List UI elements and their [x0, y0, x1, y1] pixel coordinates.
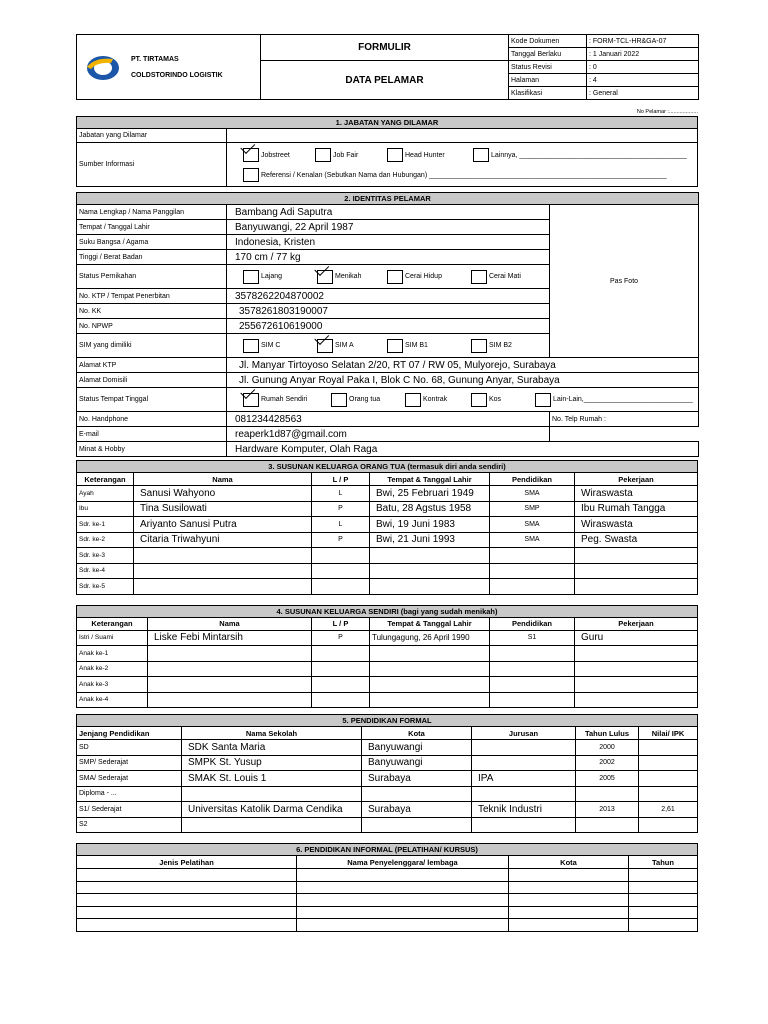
headhunter-checkbox[interactable]: [387, 148, 403, 162]
col-sekolah: Nama Sekolah: [182, 727, 362, 740]
table-cell[interactable]: Banyuwangi: [362, 755, 472, 771]
table-cell[interactable]: Wiraswasta: [575, 517, 698, 533]
row-label: Ibu: [77, 501, 134, 517]
table-row: [77, 740, 698, 756]
table-cell[interactable]: [639, 817, 698, 833]
lainnya-checkbox[interactable]: [473, 148, 489, 162]
orang-tua-checkbox[interactable]: [331, 393, 347, 407]
table-cell[interactable]: [134, 548, 312, 564]
col-jenis-pelatihan: Jenis Pelatihan: [77, 856, 297, 869]
minat-input[interactable]: Hardware Komputer, Olah Raga: [227, 442, 699, 457]
minat-label: Minat & Hobby: [77, 442, 227, 457]
row-label: SMP/ Sederajat: [77, 755, 182, 771]
table-cell[interactable]: SMA: [490, 517, 575, 533]
sim-b1-label: SIM B1: [405, 342, 428, 349]
no-pelamar: No Pelamar :...................: [636, 109, 698, 115]
table-row: [77, 919, 698, 932]
col-penyelenggara: Nama Penyelenggara/ lembaga: [297, 856, 509, 869]
table-cell[interactable]: 2013: [576, 802, 639, 818]
row-label: Ayah: [77, 486, 134, 502]
rumah-sendiri-label: Rumah Sendiri: [261, 396, 308, 403]
col-kota: Kota: [362, 727, 472, 740]
section-keluarga-sendiri: [76, 605, 698, 709]
table-cell[interactable]: Bwi, 19 Juni 1983: [370, 517, 490, 533]
doc-value: : 4: [587, 74, 699, 87]
jobstreet-checkbox[interactable]: [243, 148, 259, 162]
sim-b2-label: SIM B2: [489, 342, 512, 349]
table-cell[interactable]: [370, 677, 490, 693]
telp-rumah-label[interactable]: No. Telp Rumah :: [550, 412, 699, 427]
row-label: Anak ke-1: [77, 646, 148, 662]
tinggi-input[interactable]: 170 cm / 77 kg: [227, 250, 550, 265]
sim-a-checkbox[interactable]: [317, 339, 333, 353]
table-row: [77, 786, 698, 802]
col-keterangan: Keterangan: [77, 617, 148, 630]
table-cell[interactable]: Peg. Swasta: [575, 532, 698, 548]
status-label: Status Pernikahan: [77, 265, 227, 289]
jobfair-label: Job Fair: [333, 151, 359, 159]
cerai-hidup-checkbox[interactable]: [387, 270, 403, 284]
table-cell[interactable]: Citaria Triwahyuni: [134, 532, 312, 548]
lain-lain-label: Lain-Lain,____________________________: [553, 396, 693, 403]
row-label: SMA/ Sederajat: [77, 771, 182, 787]
ttl-input[interactable]: Banyuwangi, 22 April 1987: [227, 220, 550, 235]
table-cell[interactable]: P: [312, 630, 370, 646]
sim-b2-checkbox[interactable]: [471, 339, 487, 353]
table-row: [77, 692, 698, 708]
table-cell[interactable]: [639, 740, 698, 756]
table-cell[interactable]: [134, 563, 312, 579]
table-cell[interactable]: [509, 919, 629, 932]
table-cell[interactable]: Bwi, 21 Juni 1993: [370, 532, 490, 548]
email-input[interactable]: reaperk1d87@gmail.com: [227, 427, 550, 442]
ttl-label: Tempat / Tanggal Lahir: [77, 220, 227, 235]
doc-value: : 0: [587, 61, 699, 74]
table-cell[interactable]: [490, 661, 575, 677]
table-cell[interactable]: Ariyanto Sanusi Putra: [134, 517, 312, 533]
row-label: [77, 869, 297, 882]
doc-label: Tanggal Berlaku: [509, 48, 587, 61]
row-label: [77, 919, 297, 932]
section-pendidikan-formal: [76, 714, 698, 833]
kk-label: No. KK: [77, 304, 227, 319]
table-cell[interactable]: [576, 817, 639, 833]
jabatan-input[interactable]: [227, 129, 698, 143]
section-title: 5. PENDIDIKAN FORMAL: [77, 715, 698, 727]
tinggal-label: Status Tempat Tinggal: [77, 388, 227, 412]
table-cell[interactable]: [576, 786, 639, 802]
table-cell[interactable]: Tina Susilowati: [134, 501, 312, 517]
col-pendidikan: Pendidikan: [490, 473, 575, 486]
col-ttl: Tempat & Tanggal Lahir: [370, 617, 490, 630]
row-label: Anak ke-4: [77, 692, 148, 708]
col-lp: L / P: [312, 617, 370, 630]
table-cell[interactable]: [629, 894, 698, 907]
company-block: [77, 35, 261, 100]
lain-lain-checkbox[interactable]: [535, 393, 551, 407]
table-cell[interactable]: 2000: [576, 740, 639, 756]
table-cell[interactable]: SMAK St. Louis 1: [182, 771, 362, 787]
table-cell[interactable]: P: [312, 501, 370, 517]
table-cell[interactable]: [362, 786, 472, 802]
table-cell[interactable]: [575, 563, 698, 579]
table-cell[interactable]: [312, 661, 370, 677]
sim-a-label: SIM A: [335, 342, 354, 349]
table-cell[interactable]: SMA: [490, 486, 575, 502]
section-identitas: [76, 192, 699, 457]
table-cell[interactable]: [575, 548, 698, 564]
table-cell[interactable]: [312, 692, 370, 708]
table-row: [77, 661, 698, 677]
section-keluarga-ortu: [76, 460, 698, 595]
row-label: SD: [77, 740, 182, 756]
row-label: Istri / Suami: [77, 630, 148, 646]
row-label: S2: [77, 817, 182, 833]
table-cell[interactable]: [370, 579, 490, 595]
table-cell[interactable]: Sanusi Wahyono: [134, 486, 312, 502]
table-cell[interactable]: [297, 906, 509, 919]
table-row: [77, 563, 698, 579]
table-cell[interactable]: 2,61: [639, 802, 698, 818]
table-cell[interactable]: [148, 661, 312, 677]
alamat-ktp-input[interactable]: Jl. Manyar Tirtoyoso Selatan 2/20, RT 07 / RW 05, Mulyorejo, Surabaya: [227, 358, 699, 373]
lajang-label: Lajang: [261, 273, 283, 280]
table-cell[interactable]: Teknik Industri: [472, 802, 576, 818]
table-cell[interactable]: [509, 906, 629, 919]
doc-value: : General: [587, 87, 699, 100]
table-cell[interactable]: [148, 646, 312, 662]
sim-c-label: SIM C: [261, 342, 281, 349]
jabatan-label: Jabatan yang Dilamar: [77, 129, 227, 143]
doc-label: Klasifikasi: [509, 87, 587, 100]
form-subtitle: DATA PELAMAR: [261, 61, 509, 100]
col-jenjang: Jenjang Pendidikan: [77, 727, 182, 740]
table-cell[interactable]: Guru: [575, 630, 698, 646]
table-cell[interactable]: SDK Santa Maria: [182, 740, 362, 756]
table-cell[interactable]: Batu, 28 Agstus 1958: [370, 501, 490, 517]
table-cell[interactable]: [472, 755, 576, 771]
table-cell[interactable]: [370, 646, 490, 662]
table-cell[interactable]: [639, 786, 698, 802]
table-cell[interactable]: P: [312, 532, 370, 548]
ktp-label: No. KTP / Tempat Penerbitan: [77, 289, 227, 304]
row-label: Sdr. ke-1: [77, 517, 134, 533]
table-cell[interactable]: [362, 817, 472, 833]
table-row: [77, 579, 698, 595]
col-nama: Nama: [134, 473, 312, 486]
row-label: Sdr. ke-3: [77, 548, 134, 564]
table-cell[interactable]: [370, 563, 490, 579]
doc-value: : 1 Januari 2022: [587, 48, 699, 61]
table-cell[interactable]: [629, 906, 698, 919]
table-cell[interactable]: [472, 817, 576, 833]
table-row: [77, 894, 698, 907]
table-cell[interactable]: [575, 646, 698, 662]
tinggal-options: [227, 388, 699, 412]
lainnya-label: Lainnya, ___________________________________________: [491, 151, 687, 159]
table-cell[interactable]: Banyuwangi: [362, 740, 472, 756]
menikah-checkbox[interactable]: [317, 270, 333, 284]
col-jurusan: Jurusan: [472, 727, 576, 740]
table-header: [77, 617, 698, 630]
orang-tua-label: Orang tua: [349, 396, 381, 403]
table-row: [77, 755, 698, 771]
jobstreet-label: Jobstreet: [261, 151, 290, 159]
kos-label: Kos: [489, 396, 502, 403]
table-cell[interactable]: [472, 786, 576, 802]
col-pekerjaan: Pekerjaan: [575, 617, 698, 630]
lajang-checkbox[interactable]: [243, 270, 259, 284]
table-row: [77, 532, 698, 548]
table-cell[interactable]: [639, 771, 698, 787]
table-cell[interactable]: [297, 894, 509, 907]
table-cell[interactable]: Surabaya: [362, 802, 472, 818]
section-title: 2. IDENTITAS PELAMAR: [77, 193, 699, 205]
table-row: [77, 501, 698, 517]
npwp-input[interactable]: 255672610619000: [227, 319, 550, 334]
table-cell[interactable]: [312, 677, 370, 693]
row-label: Anak ke-2: [77, 661, 148, 677]
table-cell[interactable]: [575, 677, 698, 693]
table-cell[interactable]: [370, 548, 490, 564]
table-cell[interactable]: Surabaya: [362, 771, 472, 787]
table-cell[interactable]: [297, 869, 509, 882]
company-subname: COLDSTORINDO LOGISTIK: [131, 72, 223, 79]
suku-label: Suku Bangsa / Agama: [77, 235, 227, 250]
table-cell[interactable]: Ibu Rumah Tangga: [575, 501, 698, 517]
col-tahun: Tahun: [629, 856, 698, 869]
rumah-sendiri-checkbox[interactable]: [243, 393, 259, 407]
table-cell[interactable]: Wiraswasta: [575, 486, 698, 502]
table-row: [77, 881, 698, 894]
row-label: [77, 906, 297, 919]
table-cell[interactable]: 2005: [576, 771, 639, 787]
col-ttl: Tempat & Tanggal Lahir: [370, 473, 490, 486]
table-cell[interactable]: S1: [490, 630, 575, 646]
cerai-hidup-label: Cerai Hidup: [405, 273, 442, 280]
sim-c-checkbox[interactable]: [243, 339, 259, 353]
table-cell[interactable]: [490, 579, 575, 595]
section-jabatan: [76, 116, 698, 187]
col-nilai: Nilai/ IPK: [639, 727, 698, 740]
col-keterangan: Keterangan: [77, 473, 134, 486]
table-row: [77, 517, 698, 533]
kk-input[interactable]: 3578261803190007: [227, 304, 550, 319]
row-label: [77, 881, 297, 894]
section-title: 3. SUSUNAN KELUARGA ORANG TUA (termasuk diri anda sendiri): [77, 461, 698, 473]
table-cell[interactable]: [370, 661, 490, 677]
table-row: [77, 677, 698, 693]
headhunter-label: Head Hunter: [405, 151, 445, 159]
form-title: FORMULIR: [261, 35, 509, 61]
referensi-checkbox[interactable]: [243, 168, 259, 182]
table-cell[interactable]: SMPK St. Yusup: [182, 755, 362, 771]
jobfair-checkbox[interactable]: [315, 148, 331, 162]
email-label: E-mail: [77, 427, 227, 442]
table-cell[interactable]: 2002: [576, 755, 639, 771]
doc-label: Kode Dokumen: [509, 35, 587, 48]
col-lp: L / P: [312, 473, 370, 486]
row-label: Diploma - ...: [77, 786, 182, 802]
section-pendidikan-informal: [76, 843, 698, 932]
sim-label: SIM yang dimiliki: [77, 334, 227, 358]
npwp-label: No. NPWP: [77, 319, 227, 334]
table-cell[interactable]: Liske Febi Mintarsih: [148, 630, 312, 646]
nama-input[interactable]: Bambang Adi Saputra: [227, 205, 550, 220]
table-cell[interactable]: [297, 919, 509, 932]
cerai-mati-label: Cerai Mati: [489, 273, 521, 280]
alamat-domisili-label: Alamat Domisili: [77, 373, 227, 388]
form-page: [76, 34, 698, 932]
table-cell[interactable]: [312, 548, 370, 564]
suku-input[interactable]: Indonesia, Kristen: [227, 235, 550, 250]
col-kota: Kota: [509, 856, 629, 869]
table-header: [77, 856, 698, 869]
table-cell[interactable]: [182, 786, 362, 802]
menikah-label: Menikah: [335, 273, 362, 280]
table-cell[interactable]: [509, 881, 629, 894]
table-cell[interactable]: [629, 881, 698, 894]
row-label: Sdr. ke-4: [77, 563, 134, 579]
table-cell[interactable]: [297, 881, 509, 894]
section-title: 1. JABATAN YANG DILAMAR: [77, 117, 698, 129]
status-options: [227, 265, 550, 289]
doc-label: Status Revisi: [509, 61, 587, 74]
table-cell[interactable]: [148, 692, 312, 708]
table-cell[interactable]: [629, 919, 698, 932]
table-cell[interactable]: [370, 692, 490, 708]
table-header: [77, 727, 698, 740]
kos-checkbox[interactable]: [471, 393, 487, 407]
pas-foto: Pas Foto: [550, 205, 699, 358]
table-cell[interactable]: [575, 661, 698, 677]
table-cell[interactable]: [490, 548, 575, 564]
col-pekerjaan: Pekerjaan: [575, 473, 698, 486]
table-cell[interactable]: [490, 563, 575, 579]
table-cell[interactable]: SMA: [490, 532, 575, 548]
table-cell[interactable]: [312, 646, 370, 662]
table-row: [77, 486, 698, 502]
table-cell[interactable]: [575, 579, 698, 595]
table-cell[interactable]: Bwi, 25 Februari 1949: [370, 486, 490, 502]
table-row: [77, 548, 698, 564]
table-cell[interactable]: [509, 869, 629, 882]
col-nama: Nama: [148, 617, 312, 630]
table-cell[interactable]: [312, 563, 370, 579]
table-row: [77, 802, 698, 818]
table-row: [77, 771, 698, 787]
referensi-label: Referensi / Kenalan (Sebutkan Nama dan Hubungan) _____________________________________________________________: [261, 171, 667, 179]
table-header: [77, 473, 698, 486]
sim-b1-checkbox[interactable]: [387, 339, 403, 353]
table-cell[interactable]: [509, 894, 629, 907]
cerai-mati-checkbox[interactable]: [471, 270, 487, 284]
hp-input[interactable]: 081234428563: [227, 412, 550, 427]
row-label: Sdr. ke-2: [77, 532, 134, 548]
table-cell[interactable]: Tulungagung, 26 April 1990: [370, 630, 490, 646]
doc-value: : FORM-TCL-HR&GA-07: [587, 35, 699, 48]
nama-label: Nama Lengkap / Nama Panggilan: [77, 205, 227, 220]
doc-label: Halaman: [509, 74, 587, 87]
table-cell[interactable]: [148, 677, 312, 693]
ktp-input[interactable]: 3578262204870002: [227, 289, 550, 304]
col-tahun-lulus: Tahun Lulus: [576, 727, 639, 740]
table-cell[interactable]: Universitas Katolik Darma Cendika: [182, 802, 362, 818]
row-label: S1/ Sederajat: [77, 802, 182, 818]
col-pendidikan: Pendidikan: [490, 617, 575, 630]
table-cell[interactable]: L: [312, 517, 370, 533]
table-row: [77, 817, 698, 833]
table-row: [77, 630, 698, 646]
company-logo: [83, 53, 121, 83]
table-row: [77, 646, 698, 662]
section-title: 4. SUSUNAN KELUARGA SENDIRI (bagi yang sudah menikah): [77, 605, 698, 617]
table-cell[interactable]: [490, 646, 575, 662]
table-cell[interactable]: [490, 692, 575, 708]
table-cell[interactable]: L: [312, 486, 370, 502]
row-label: Sdr. ke-5: [77, 579, 134, 595]
table-cell[interactable]: [639, 755, 698, 771]
table-cell[interactable]: SMP: [490, 501, 575, 517]
table-cell[interactable]: [134, 579, 312, 595]
row-label: Anak ke-3: [77, 677, 148, 693]
table-cell[interactable]: [575, 692, 698, 708]
table-cell[interactable]: IPA: [472, 771, 576, 787]
kontrak-checkbox[interactable]: [405, 393, 421, 407]
sumber-options: [227, 143, 698, 187]
sim-options: [227, 334, 550, 358]
form-header: [76, 34, 699, 100]
table-cell[interactable]: [182, 817, 362, 833]
kontrak-label: Kontrak: [423, 396, 448, 403]
alamat-domisili-input[interactable]: Jl. Gunung Anyar Royal Paka I, Blok C No. 68, Gunung Anyar, Surabaya: [227, 373, 699, 388]
sumber-label: Sumber Informasi: [77, 143, 227, 187]
table-row: [77, 906, 698, 919]
table-row: [77, 869, 698, 882]
row-label: [77, 894, 297, 907]
hp-label: No. Handphone: [77, 412, 227, 427]
alamat-ktp-label: Alamat KTP: [77, 358, 227, 373]
section-title: 6. PENDIDIKAN INFORMAL (PELATIHAN/ KURSUS): [77, 844, 698, 856]
table-cell[interactable]: [490, 677, 575, 693]
table-cell[interactable]: [629, 869, 698, 882]
company-name: PT. TIRTAMAS: [131, 56, 179, 63]
tinggi-label: Tinggi / Berat Badan: [77, 250, 227, 265]
table-cell[interactable]: [312, 579, 370, 595]
table-cell[interactable]: [472, 740, 576, 756]
